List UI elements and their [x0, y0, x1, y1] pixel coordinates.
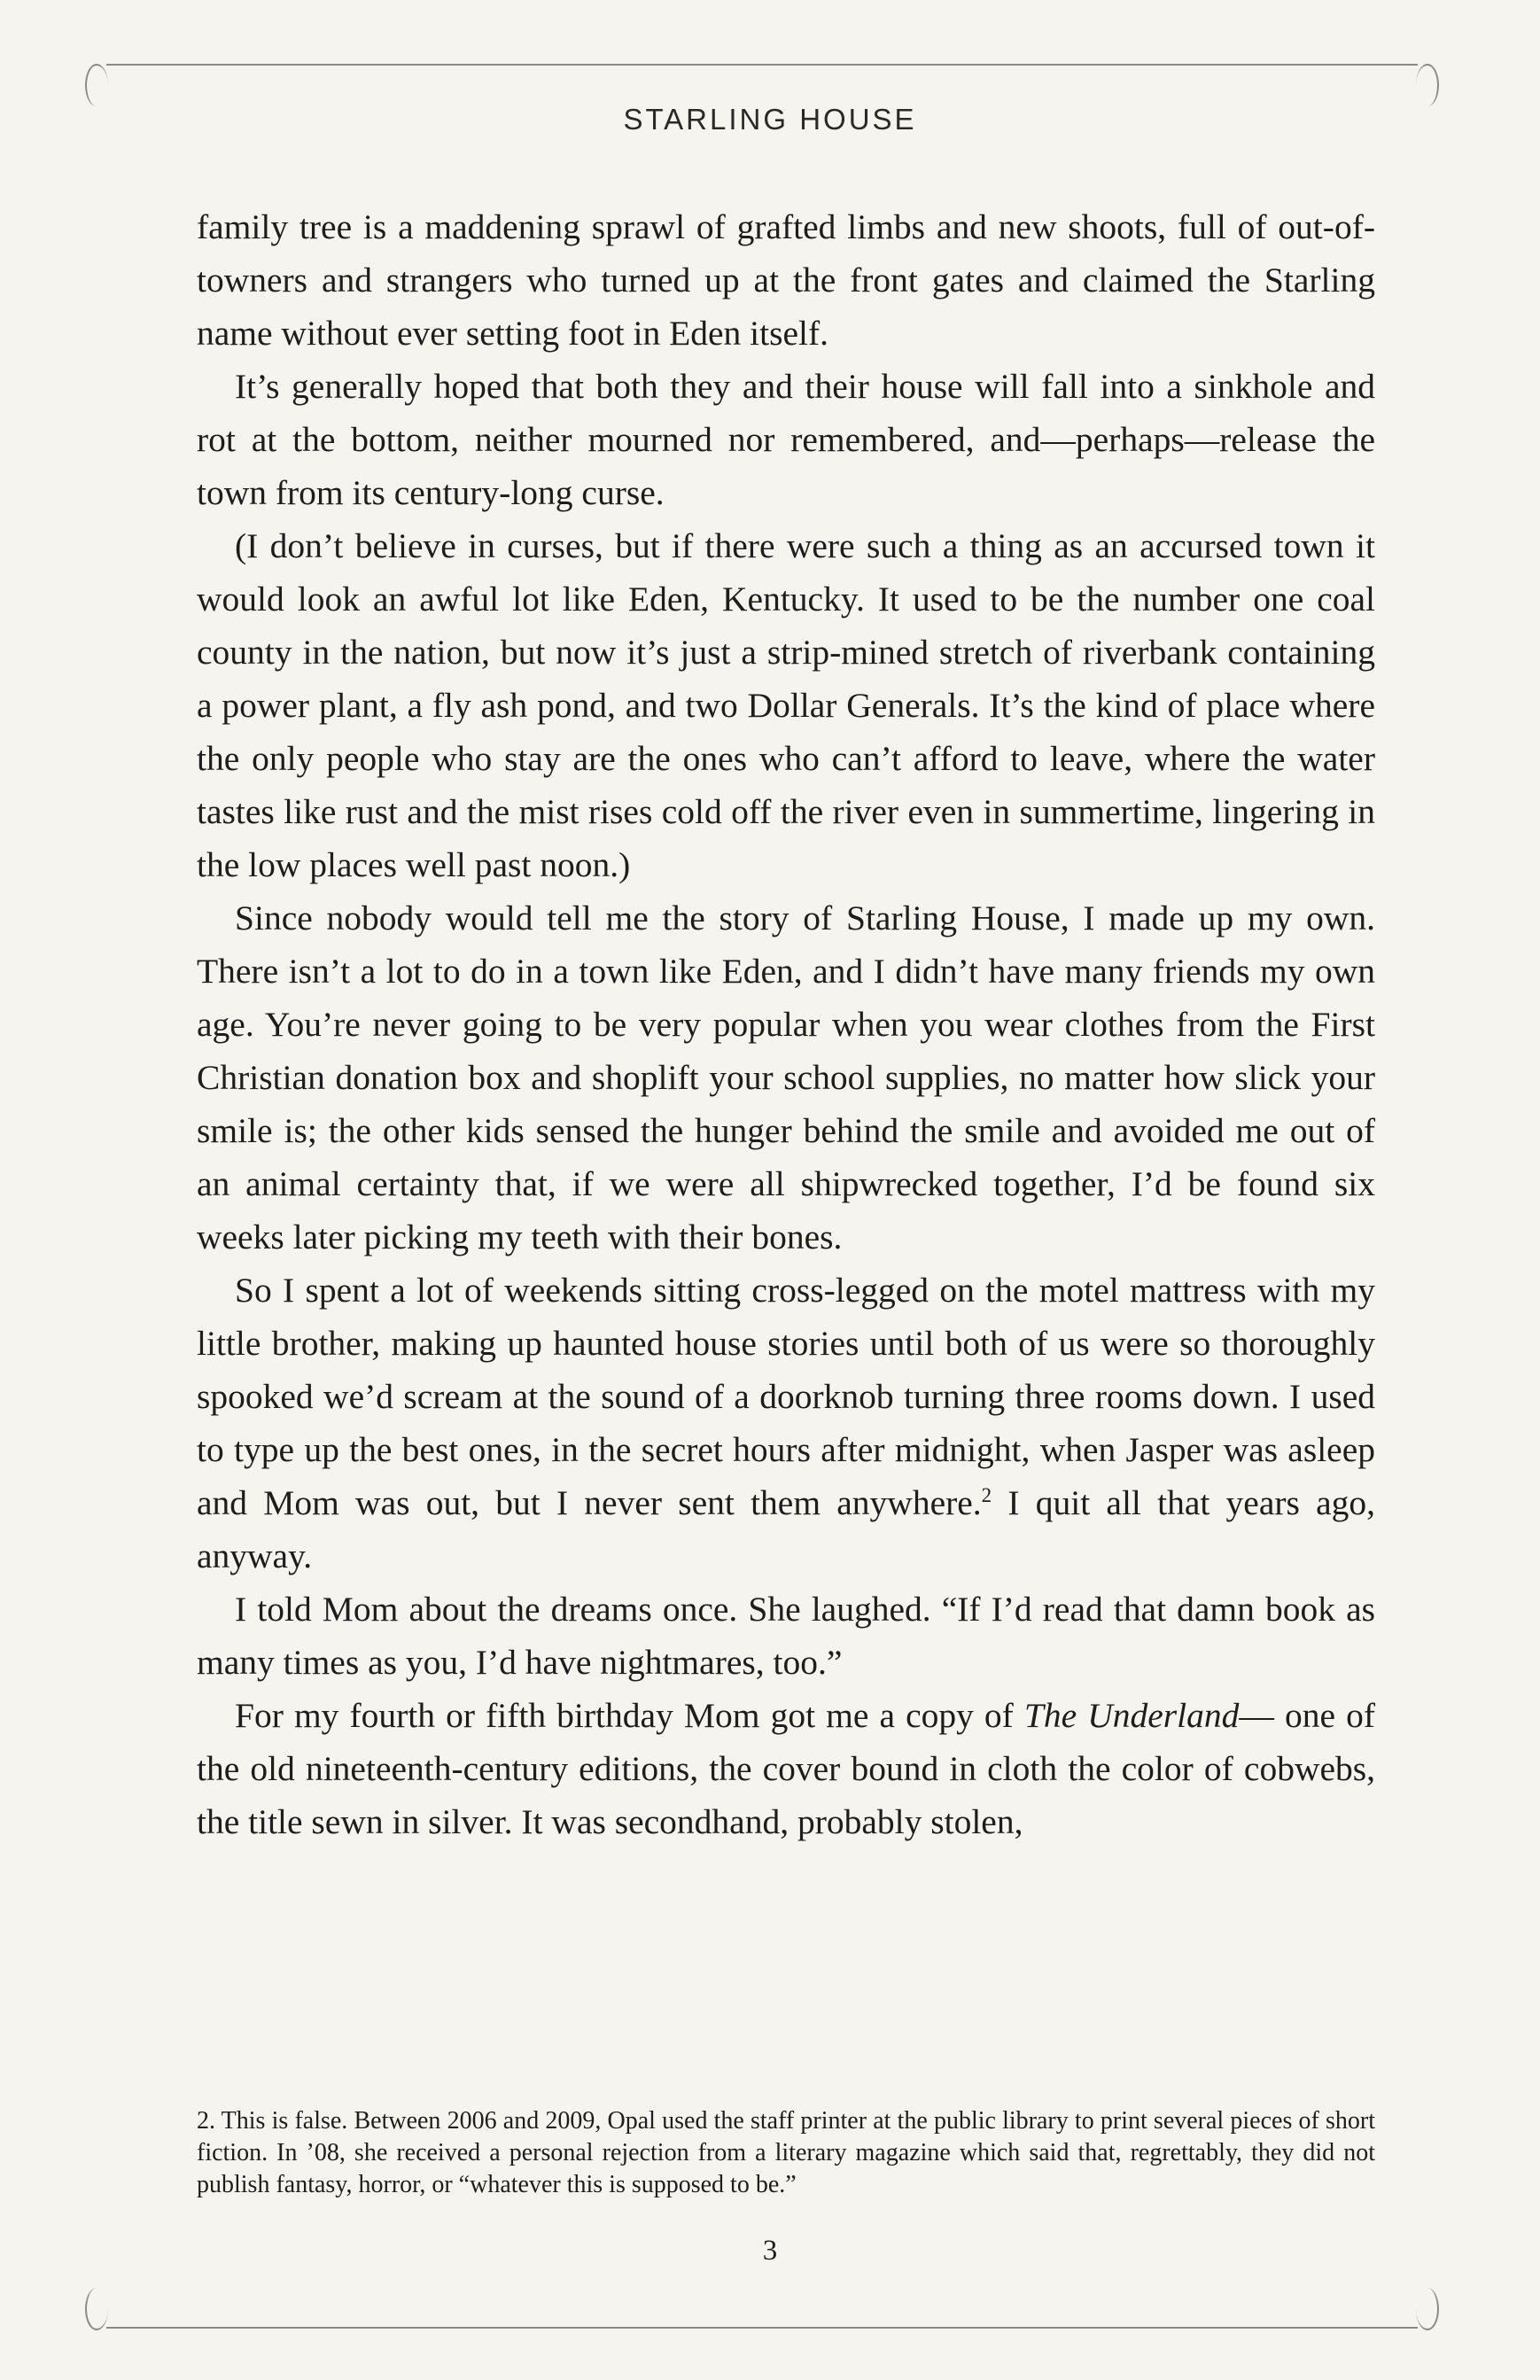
bottom-right-flourish — [1416, 2288, 1439, 2330]
page-number: 3 — [762, 2235, 778, 2267]
running-head: STARLING HOUSE — [623, 103, 917, 136]
paragraph-5 — [197, 1264, 1375, 1583]
paragraph-1: family tree is a maddening sprawl of grafted limbs and new shoots, full of out-of-towners and strangers who turned up at the front gates and claimed the Starling name without ever setting foot in Eden itself. — [197, 207, 1375, 353]
paragraph-3: (I don’t believe in curses, but if there were such a thing as an accursed town it would look an awful lot like Eden, Kentucky. It used to be the number one coal county in the nation, but now it’s just a strip-mined stretch of riverbank containing a power plant, a fly ash pond, and two Dollar Generals. It’s the kind of place where the only people who stay are the ones who can’t afford to leave, where the water tastes like rust and the mist rises cold off the river even in summertime, lingering in the low places well past noon.) — [197, 526, 1375, 884]
top-right-flourish — [1416, 64, 1439, 106]
footnote — [197, 2105, 1375, 2201]
top-left-flourish — [85, 64, 108, 106]
top-border-rule — [106, 64, 1418, 66]
paragraph-7-lead: For my fourth or fifth birthday Mom got me a copy of — [235, 1696, 1024, 1735]
paragraph-5-tail: I quit all that years ago, anyway. — [197, 1483, 1376, 1575]
paragraph-7 — [197, 1689, 1375, 1848]
paragraph-7-rest: — one of the old nineteenth-century editions, the cover bound in cloth the color of cobwebs, the title sewn in silver. It was secondhand, probably stolen, — [197, 1696, 1376, 1841]
footnote-marker[interactable]: 2 — [981, 1484, 992, 1506]
book-title: The Underland — [1023, 1696, 1240, 1735]
bottom-border-rule — [106, 2327, 1418, 2329]
paragraph-5-text: So I spent a lot of weekends sitting cross-legged on the motel mattress with my little brother, making up haunted house stories until both of us were so thoroughly spooked we’d scream at the sound of a doorknob turning three rooms down. I used to type up the best ones, in the secret hours after midnight, when Jasper was asleep and Mom was out, but I never sent them anywhere. — [197, 1271, 1375, 1522]
paragraph-2: It’s generally hoped that both they and their house will fall into a sinkhole and rot at the bottom, neither mourned nor remembered, and—perhaps—release the town from its century-long curse. — [197, 367, 1375, 512]
body-text — [197, 200, 1375, 1848]
paragraph-4: Since nobody would tell me the story of Starling House, I made up my own. There isn’t a lot to do in a town like Eden, and I didn’t have many friends my own age. You’re never going to be very popular when you wear clothes from the First Christian donation box and shoplift your school supplies, no matter how slick your smile is; the other kids sensed the hunger behind the smile and avoided me out of an animal certainty that, if we were all shipwrecked together, I’d be found six weeks later picking my teeth with their bones. — [197, 898, 1375, 1256]
paragraph-6: I told Mom about the dreams once. She laughed. “If I’d read that damn book as many times as you, I’d have nightmares, too.” — [197, 1590, 1375, 1682]
footnote-text: 2. This is false. Between 2006 and 2009, Opal used the staff printer at the public library to print several pieces of short fiction. In ’08, she received a personal rejection from a literary magazine which said that, regrettably, they did not publish fantasy, horror, or “whatever this is supposed to be.” — [197, 2107, 1375, 2198]
bottom-left-flourish — [85, 2288, 108, 2330]
